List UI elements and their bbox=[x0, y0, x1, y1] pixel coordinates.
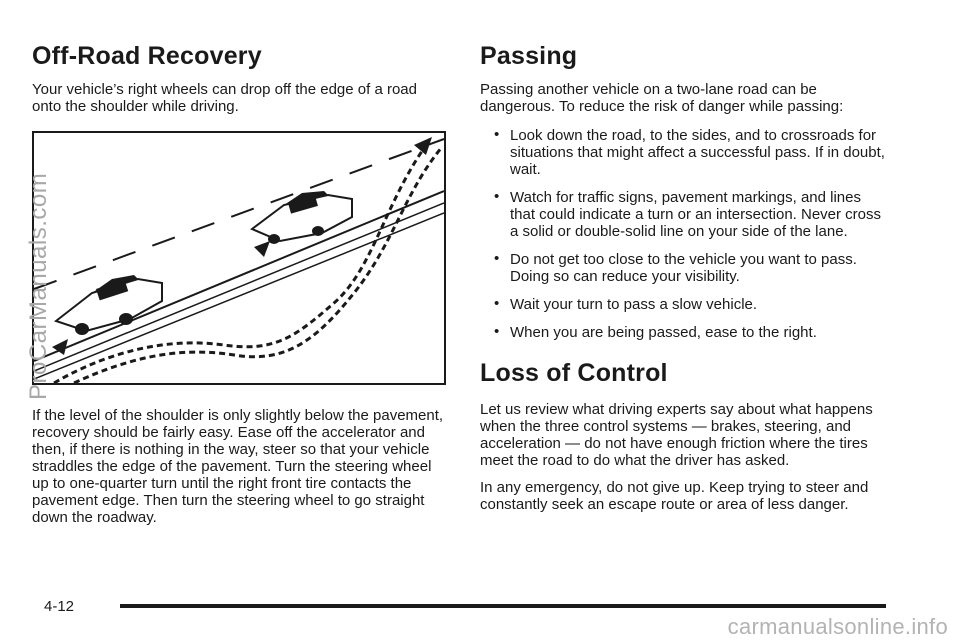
list-item bbox=[480, 296, 890, 313]
bullet-text: Wait your turn to pass a slow vehicle. bbox=[510, 296, 758, 313]
loss-paragraph-1: Let us review what driving experts say about what happens when the three control systems — brakes, steering, and acceleration — do not have enough friction where the tires meet the road to do what the driver has asked. bbox=[480, 401, 873, 469]
list-item bbox=[480, 127, 890, 178]
bullet-text: Look down the road, to the sides, and to crossroads for situations that might affect a successful pass. If in doubt, wait. bbox=[510, 127, 885, 178]
loss-paragraph-2: In any emergency, do not give up. Keep trying to steer and constantly seek an escape route or area of less danger. bbox=[480, 479, 869, 513]
page-number: 4-12 bbox=[44, 598, 75, 615]
off-road-paragraph: If the level of the shoulder is only slightly below the pavement, recovery should be fairly easy. Ease off the accelerator and then, if there is nothing in the way, steer so that your vehicle straddles the edge of the pavement. Turn the steering wheel up to one-quarter turn until the right front tire contacts the pavement edge. Then turn the steering wheel to go straight down the roadway. bbox=[32, 407, 444, 526]
car-rear-icon bbox=[56, 275, 162, 335]
list-item bbox=[480, 324, 890, 341]
off-road-recovery-heading: Off-Road Recovery bbox=[32, 42, 262, 70]
watermark: ProCarManuals.com bbox=[25, 172, 52, 400]
off-road-illustration bbox=[32, 131, 446, 385]
bullet-icon: • bbox=[494, 188, 500, 205]
bullet-text: Do not get too close to the vehicle you want to pass. Doing so can reduce your visibility. bbox=[510, 251, 857, 285]
passing-heading: Passing bbox=[480, 42, 578, 70]
passing-bullet-list bbox=[480, 127, 890, 341]
footer-rule bbox=[120, 604, 886, 608]
passing-intro: Passing another vehicle on a two-lane road can be dangerous. To reduce the risk of danger while passing: bbox=[480, 81, 844, 115]
road-diagram bbox=[34, 133, 444, 383]
left-column bbox=[32, 40, 448, 526]
bullet-icon: • bbox=[494, 250, 500, 267]
loss-of-control-heading: Loss of Control bbox=[480, 359, 668, 387]
off-road-intro: Your vehicle’s right wheels can drop off the edge of a road onto the shoulder while driving. bbox=[32, 81, 417, 115]
bullet-icon: • bbox=[494, 323, 500, 340]
list-item bbox=[480, 189, 890, 240]
bullet-icon: • bbox=[494, 126, 500, 143]
bullet-text: When you are being passed, ease to the right. bbox=[510, 324, 817, 341]
footer-site-watermark: carmanualsonline.info bbox=[727, 614, 948, 639]
bullet-text: Watch for traffic signs, pavement markings, and lines that could indicate a turn or an intersection. Never cross a solid or double-solid line on your side of the lane. bbox=[510, 189, 882, 240]
bullet-icon: • bbox=[494, 295, 500, 312]
right-column bbox=[480, 40, 890, 513]
list-item bbox=[480, 251, 890, 285]
